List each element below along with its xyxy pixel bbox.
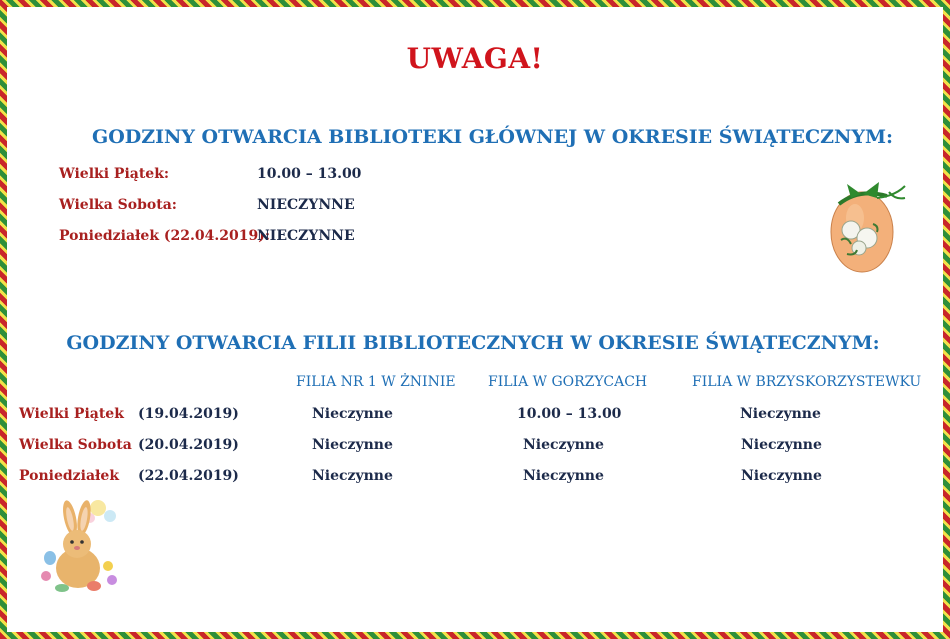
branch-cell: Nieczynne xyxy=(523,437,604,453)
branch-cell: Nieczynne xyxy=(741,468,822,484)
branch-cell: Nieczynne xyxy=(741,437,822,453)
branches-heading: GODZINY OTWARCIA FILII BIBLIOTECZNYCH W OKRESIE ŚWIĄTECZNYM: xyxy=(66,332,880,354)
column-header: FILIA W GORZYCACH xyxy=(488,374,648,390)
branch-cell: 10.00 – 13.00 xyxy=(517,406,622,422)
branch-cell: Nieczynne xyxy=(740,406,821,422)
main-row-value: 10.00 – 13.00 xyxy=(257,166,362,182)
easter-bunny-illustration xyxy=(36,496,126,600)
branch-row-day: Wielka Sobota xyxy=(19,437,132,453)
main-row-value: NIECZYNNE xyxy=(257,197,355,213)
branch-row-date: (22.04.2019) xyxy=(138,468,239,484)
branch-row-date: (19.04.2019) xyxy=(138,406,239,422)
branch-cell: Nieczynne xyxy=(312,468,393,484)
easter-egg-illustration xyxy=(817,176,912,280)
column-header: FILIA W BRZYSKORZYSTEWKU xyxy=(692,374,922,390)
main-row-day: Poniedziałek (22.04.2019): xyxy=(59,228,270,244)
branch-row-date: (20.04.2019) xyxy=(138,437,239,453)
branch-cell: Nieczynne xyxy=(312,437,393,453)
branch-cell: Nieczynne xyxy=(523,468,604,484)
branch-row-day: Poniedziałek xyxy=(19,468,120,484)
column-header: FILIA NR 1 W ŻNINIE xyxy=(296,374,456,390)
main-row-day: Wielka Sobota: xyxy=(59,197,177,213)
main-row-day: Wielki Piątek: xyxy=(59,166,170,182)
main-row-value: NIECZYNNE xyxy=(257,228,355,244)
branch-cell: Nieczynne xyxy=(312,406,393,422)
main-library-heading: GODZINY OTWARCIA BIBLIOTEKI GŁÓWNEJ W OKRESIE ŚWIĄTECZNYM: xyxy=(92,126,893,148)
branch-row-day: Wielki Piątek xyxy=(19,406,124,422)
page-title: UWAGA! xyxy=(406,42,544,75)
